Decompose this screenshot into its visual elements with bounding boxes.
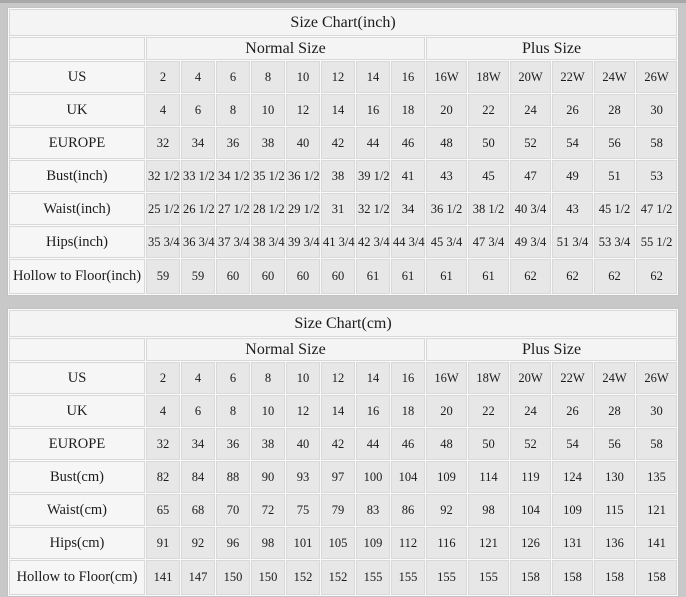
size-cell: 32 1/2 — [146, 160, 180, 192]
size-cell: 40 — [286, 127, 320, 159]
size-cell: 109 — [552, 494, 593, 526]
normal-size-header: Normal Size — [146, 37, 425, 60]
size-cell: 104 — [391, 461, 425, 493]
table-row — [9, 193, 677, 225]
size-cell: 34 — [181, 127, 215, 159]
size-cell: 105 — [321, 527, 355, 559]
size-cell: 42 — [321, 127, 355, 159]
size-cell: 61 — [426, 259, 467, 294]
table-row — [9, 94, 677, 126]
size-cell: 35 1/2 — [251, 160, 285, 192]
table-row — [9, 428, 677, 460]
size-cell: 92 — [181, 527, 215, 559]
size-cell: 58 — [636, 428, 677, 460]
size-cell: 60 — [321, 259, 355, 294]
table-row — [9, 127, 677, 159]
size-cell: 6 — [216, 61, 250, 93]
size-cell: 68 — [181, 494, 215, 526]
size-cell: 45 3/4 — [426, 226, 467, 258]
size-cell: 20W — [510, 362, 551, 394]
size-cell: 16 — [356, 395, 390, 427]
table-row — [9, 494, 677, 526]
size-cell: 158 — [594, 560, 635, 595]
size-cell: 10 — [286, 362, 320, 394]
size-cell: 121 — [636, 494, 677, 526]
size-cell: 88 — [216, 461, 250, 493]
size-cell: 26 1/2 — [181, 193, 215, 225]
size-chart-inch-table — [7, 7, 679, 296]
size-cell: 18 — [391, 94, 425, 126]
size-cell: 62 — [636, 259, 677, 294]
size-cell: 75 — [286, 494, 320, 526]
size-cell: 61 — [356, 259, 390, 294]
size-cell: 4 — [181, 61, 215, 93]
size-cell: 55 1/2 — [636, 226, 677, 258]
size-cell: 14 — [356, 362, 390, 394]
size-cell: 12 — [286, 395, 320, 427]
size-cell: 34 — [391, 193, 425, 225]
size-cell: 98 — [468, 494, 509, 526]
row-label: Bust(inch) — [9, 160, 145, 192]
size-cell: 158 — [510, 560, 551, 595]
size-cell: 4 — [146, 395, 180, 427]
size-cell: 62 — [594, 259, 635, 294]
size-cell: 45 — [468, 160, 509, 192]
size-cell: 141 — [146, 560, 180, 595]
size-cell: 53 3/4 — [594, 226, 635, 258]
size-cell: 42 3/4 — [356, 226, 390, 258]
size-cell: 59 — [181, 259, 215, 294]
table-title-cm: Size Chart(cm) — [9, 310, 677, 337]
size-cell: 20W — [510, 61, 551, 93]
size-cell: 70 — [216, 494, 250, 526]
size-cell: 49 — [552, 160, 593, 192]
size-cell: 39 1/2 — [356, 160, 390, 192]
size-cell: 50 — [468, 428, 509, 460]
size-cell: 28 — [594, 395, 635, 427]
size-cell: 52 — [510, 428, 551, 460]
size-cell: 47 3/4 — [468, 226, 509, 258]
table-row — [9, 527, 677, 559]
size-cell: 45 1/2 — [594, 193, 635, 225]
table-row — [9, 395, 677, 427]
row-label: UK — [9, 94, 145, 126]
size-cell: 52 — [510, 127, 551, 159]
size-cell: 60 — [286, 259, 320, 294]
size-cell: 47 — [510, 160, 551, 192]
size-cell: 31 — [321, 193, 355, 225]
size-cell: 109 — [356, 527, 390, 559]
size-cell: 38 3/4 — [251, 226, 285, 258]
title-row — [9, 9, 677, 36]
size-cell: 60 — [251, 259, 285, 294]
size-cell: 6 — [181, 395, 215, 427]
size-cell: 93 — [286, 461, 320, 493]
size-cell: 61 — [391, 259, 425, 294]
row-label: EUROPE — [9, 127, 145, 159]
size-cell: 33 1/2 — [181, 160, 215, 192]
size-cell: 152 — [286, 560, 320, 595]
size-cell: 38 — [251, 428, 285, 460]
size-cell: 16W — [426, 61, 467, 93]
size-cell: 48 — [426, 127, 467, 159]
size-cell: 101 — [286, 527, 320, 559]
size-cell: 4 — [146, 94, 180, 126]
size-cell: 10 — [251, 94, 285, 126]
size-cell: 16 — [391, 61, 425, 93]
size-cell: 51 — [594, 160, 635, 192]
size-cell: 92 — [426, 494, 467, 526]
size-cell: 14 — [321, 94, 355, 126]
size-cell: 72 — [251, 494, 285, 526]
size-cell: 35 3/4 — [146, 226, 180, 258]
size-cell: 22W — [552, 362, 593, 394]
size-cell: 27 1/2 — [216, 193, 250, 225]
size-cell: 43 — [426, 160, 467, 192]
size-cell: 46 — [391, 428, 425, 460]
size-cell: 37 3/4 — [216, 226, 250, 258]
row-label: EUROPE — [9, 428, 145, 460]
row-label: Waist(cm) — [9, 494, 145, 526]
size-cell: 44 3/4 — [391, 226, 425, 258]
size-cell: 54 — [552, 428, 593, 460]
size-cell: 130 — [594, 461, 635, 493]
size-cell: 60 — [216, 259, 250, 294]
size-cell: 30 — [636, 94, 677, 126]
size-cell: 97 — [321, 461, 355, 493]
size-cell: 126 — [510, 527, 551, 559]
size-cell: 14 — [356, 61, 390, 93]
size-cell: 20 — [426, 395, 467, 427]
size-cell: 34 — [181, 428, 215, 460]
corner-cell — [9, 338, 145, 361]
size-cell: 8 — [251, 362, 285, 394]
size-cell: 155 — [391, 560, 425, 595]
row-label: Hips(cm) — [9, 527, 145, 559]
row-label: Hollow to Floor(inch) — [9, 259, 145, 294]
row-label: Bust(cm) — [9, 461, 145, 493]
size-cell: 114 — [468, 461, 509, 493]
size-cell: 12 — [321, 61, 355, 93]
size-cell: 8 — [216, 395, 250, 427]
size-cell: 44 — [356, 127, 390, 159]
size-cell: 41 — [391, 160, 425, 192]
size-cell: 150 — [251, 560, 285, 595]
size-cell: 82 — [146, 461, 180, 493]
inch-table-body — [9, 61, 677, 294]
size-cell: 36 — [216, 127, 250, 159]
table-row — [9, 226, 677, 258]
size-cell: 32 — [146, 127, 180, 159]
table-title-inch: Size Chart(inch) — [9, 9, 677, 36]
size-cell: 131 — [552, 527, 593, 559]
table-row — [9, 461, 677, 493]
size-cell: 90 — [251, 461, 285, 493]
size-cell: 24W — [594, 61, 635, 93]
plus-size-header: Plus Size — [426, 338, 677, 361]
size-cell: 38 — [321, 160, 355, 192]
size-chart-page — [0, 3, 686, 597]
size-cell: 24 — [510, 395, 551, 427]
size-cell: 36 1/2 — [426, 193, 467, 225]
size-cell: 158 — [636, 560, 677, 595]
size-cell: 98 — [251, 527, 285, 559]
size-cell: 6 — [216, 362, 250, 394]
title-row — [9, 310, 677, 337]
size-cell: 79 — [321, 494, 355, 526]
size-cell: 22 — [468, 94, 509, 126]
size-cell: 25 1/2 — [146, 193, 180, 225]
table-row — [9, 61, 677, 93]
size-cell: 16 — [391, 362, 425, 394]
size-cell: 84 — [181, 461, 215, 493]
size-cell: 26 — [552, 94, 593, 126]
size-chart-cm-table — [7, 308, 679, 597]
size-cell: 32 — [146, 428, 180, 460]
table-row — [9, 259, 677, 294]
size-cell: 115 — [594, 494, 635, 526]
size-cell: 124 — [552, 461, 593, 493]
size-cell: 40 — [286, 428, 320, 460]
size-cell: 2 — [146, 61, 180, 93]
size-cell: 119 — [510, 461, 551, 493]
size-cell: 56 — [594, 428, 635, 460]
size-cell: 43 — [552, 193, 593, 225]
size-cell: 46 — [391, 127, 425, 159]
row-label: Hips(inch) — [9, 226, 145, 258]
row-label: Waist(inch) — [9, 193, 145, 225]
size-cell: 26 — [552, 395, 593, 427]
size-cell: 26W — [636, 61, 677, 93]
size-cell: 150 — [216, 560, 250, 595]
size-cell: 24 — [510, 94, 551, 126]
size-cell: 65 — [146, 494, 180, 526]
size-cell: 59 — [146, 259, 180, 294]
size-cell: 18 — [391, 395, 425, 427]
size-cell: 28 — [594, 94, 635, 126]
size-cell: 4 — [181, 362, 215, 394]
size-cell: 22W — [552, 61, 593, 93]
size-cell: 62 — [552, 259, 593, 294]
group-header-row — [9, 338, 677, 361]
row-label: US — [9, 61, 145, 93]
size-cell: 62 — [510, 259, 551, 294]
size-cell: 121 — [468, 527, 509, 559]
size-cell: 8 — [251, 61, 285, 93]
size-cell: 6 — [181, 94, 215, 126]
size-cell: 36 3/4 — [181, 226, 215, 258]
size-cell: 91 — [146, 527, 180, 559]
size-cell: 96 — [216, 527, 250, 559]
size-cell: 61 — [468, 259, 509, 294]
size-cell: 38 — [251, 127, 285, 159]
size-cell: 18W — [468, 61, 509, 93]
size-cell: 112 — [391, 527, 425, 559]
size-cell: 53 — [636, 160, 677, 192]
size-cell: 47 1/2 — [636, 193, 677, 225]
plus-size-header: Plus Size — [426, 37, 677, 60]
size-cell: 10 — [286, 61, 320, 93]
row-label: UK — [9, 395, 145, 427]
size-cell: 12 — [321, 362, 355, 394]
size-cell: 18W — [468, 362, 509, 394]
size-cell: 100 — [356, 461, 390, 493]
size-cell: 34 1/2 — [216, 160, 250, 192]
size-cell: 135 — [636, 461, 677, 493]
size-cell: 50 — [468, 127, 509, 159]
size-cell: 141 — [636, 527, 677, 559]
size-cell: 83 — [356, 494, 390, 526]
size-cell: 51 3/4 — [552, 226, 593, 258]
size-cell: 22 — [468, 395, 509, 427]
size-cell: 2 — [146, 362, 180, 394]
size-cell: 44 — [356, 428, 390, 460]
size-cell: 158 — [552, 560, 593, 595]
size-cell: 116 — [426, 527, 467, 559]
row-label: Hollow to Floor(cm) — [9, 560, 145, 595]
size-cell: 104 — [510, 494, 551, 526]
size-cell: 8 — [216, 94, 250, 126]
size-cell: 155 — [426, 560, 467, 595]
size-cell: 40 3/4 — [510, 193, 551, 225]
size-cell: 32 1/2 — [356, 193, 390, 225]
size-cell: 136 — [594, 527, 635, 559]
group-header-row — [9, 37, 677, 60]
size-cell: 38 1/2 — [468, 193, 509, 225]
size-cell: 26W — [636, 362, 677, 394]
size-cell: 86 — [391, 494, 425, 526]
size-cell: 36 1/2 — [286, 160, 320, 192]
size-cell: 155 — [356, 560, 390, 595]
size-cell: 147 — [181, 560, 215, 595]
size-cell: 12 — [286, 94, 320, 126]
size-cell: 24W — [594, 362, 635, 394]
size-cell: 49 3/4 — [510, 226, 551, 258]
size-cell: 10 — [251, 395, 285, 427]
size-cell: 29 1/2 — [286, 193, 320, 225]
size-cell: 16W — [426, 362, 467, 394]
table-row — [9, 560, 677, 595]
size-cell: 41 3/4 — [321, 226, 355, 258]
table-row — [9, 362, 677, 394]
size-cell: 39 3/4 — [286, 226, 320, 258]
size-cell: 36 — [216, 428, 250, 460]
size-cell: 16 — [356, 94, 390, 126]
size-cell: 28 1/2 — [251, 193, 285, 225]
size-cell: 58 — [636, 127, 677, 159]
size-cell: 56 — [594, 127, 635, 159]
size-cell: 152 — [321, 560, 355, 595]
size-cell: 155 — [468, 560, 509, 595]
size-cell: 48 — [426, 428, 467, 460]
size-cell: 109 — [426, 461, 467, 493]
corner-cell — [9, 37, 145, 60]
size-cell: 30 — [636, 395, 677, 427]
size-cell: 20 — [426, 94, 467, 126]
size-cell: 42 — [321, 428, 355, 460]
normal-size-header: Normal Size — [146, 338, 425, 361]
row-label: US — [9, 362, 145, 394]
cm-table-body — [9, 362, 677, 595]
size-cell: 14 — [321, 395, 355, 427]
table-row — [9, 160, 677, 192]
size-cell: 54 — [552, 127, 593, 159]
